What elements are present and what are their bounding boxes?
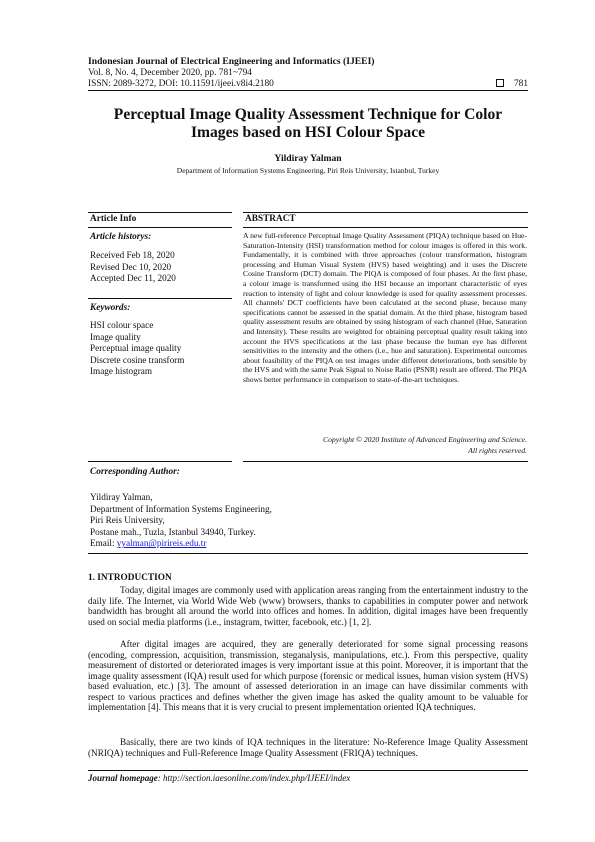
corresponding-email-line xyxy=(90,538,272,550)
author-affiliation: Department of Information Systems Engineering, Piri Reis University, Istanbul, Turkey xyxy=(176,166,440,175)
keyword-item: Perceptual image quality xyxy=(90,343,182,354)
keyword-item: HSI colour space xyxy=(90,320,154,330)
article-info-top-rule xyxy=(88,212,232,213)
keywords-heading: Keywords: xyxy=(90,303,131,313)
corresponding-dept: Department of Information Systems Engineering, xyxy=(90,503,272,514)
accepted-date: Accepted Dec 11, 2020 xyxy=(90,273,176,284)
keyword-item: Discrete cosine transform xyxy=(90,354,185,365)
header-rule xyxy=(88,90,528,91)
page-number: 781 xyxy=(513,79,528,89)
article-info-mid-rule xyxy=(88,227,232,228)
paper-title xyxy=(88,106,528,141)
corresponding-block xyxy=(90,492,272,550)
history-rule xyxy=(88,298,232,299)
corresponding-address: Postane mah., Tuzla, Istanbul 34940, Turkey. xyxy=(90,526,256,537)
article-histories-heading: Article historys: xyxy=(90,232,152,242)
article-info-bottom-rule xyxy=(88,461,232,462)
received-date: Received Feb 18, 2020 xyxy=(90,250,175,260)
intro-paragraph-2: After digital images are acquired, they are generally deteriorated for some signal processing reasons (encoding, compression, acquisition, transmission, steganalysis, manipulations, etc.). From this perspective, quality measurement of distorted or deteriorated images is very important issue at this point. Moreover, it is important that the image quality assessment (IQA) result used for which purpose (forensic or medical issues, human vision system (HVS) based evaluation, etc.) [3]. The amount of assessed deterioration in an image can have dissimilar comments with respect to various practices and defines whether the given image has asked the quality amount to be valuable for implementation [4]. This means that it is very crucial to present implementation oriented IQA techniques. xyxy=(88,639,528,713)
corresponding-univ: Piri Reis University, xyxy=(90,515,165,526)
square-icon xyxy=(496,79,504,87)
email-label: Email: xyxy=(90,538,115,549)
journal-volume: Vol. 8, No. 4, December 2020, pp. 781~794 xyxy=(88,67,252,78)
copyright-line: Copyright © 2020 Institute of Advanced Engineering and Science. xyxy=(322,435,527,444)
footer-rule xyxy=(88,770,528,771)
author-name: Yildiray Yalman xyxy=(274,153,342,164)
homepage-url[interactable]: : http://section.iaesonline.com/index.php/IJEEI/index xyxy=(157,773,351,783)
rights-line: All rights reserved. xyxy=(468,446,527,455)
section-heading-introduction: 1. INTRODUCTION xyxy=(88,573,172,583)
title-line-1: Perceptual Image Quality Assessment Technique for Color xyxy=(113,106,503,123)
journal-header xyxy=(88,57,528,89)
keyword-item: Image histogram xyxy=(90,366,152,377)
corresponding-heading: Corresponding Author: xyxy=(90,467,180,477)
revised-date: Revised Dec 10, 2020 xyxy=(90,261,172,272)
abstract-bottom-rule xyxy=(243,461,528,462)
journal-issn: ISSN: 2089-3272, DOI: 10.11591/ijeei.v8i4.2180 xyxy=(88,78,274,89)
article-info-heading: Article Info xyxy=(90,214,137,224)
keyword-item: Image quality xyxy=(90,331,141,342)
homepage-label: Journal homepage xyxy=(88,773,158,783)
title-line-2: Images based on HSI Colour Space xyxy=(190,123,426,141)
journal-name: Indonesian Journal of Electrical Engineering and Informatics (IJEEI) xyxy=(88,56,375,67)
intro-paragraph-3: Basically, there are two kinds of IQA techniques in the literature: No-Reference Image Quality Assessment (NRIQA) techniques and Full-Reference Image Quality Assessment (FRIQA) techniques. xyxy=(88,737,528,758)
abstract-top-rule xyxy=(243,212,528,213)
corresponding-rule xyxy=(88,553,528,554)
abstract-text: A new full-reference Perceptual Image Quality Assessment (PIQA) technique based on Hue-Saturation-Intensity (HSI) transformation method for colour images is offered in this work. Fundamentally, it is combined with three approaches (colour transformation, histogram processing and Human Visual System (HVS) based weighting) and it uses the Discrete Cosine Transform (DCT) domain. The PIQA is composed of four phases. At the first phase, a colour image is transformed using the HSI because an important characteristic of eyes reaction to intensity of light and colour knowledge is used for quality assessment processes. All channels' DCT coefficients have been calculated at the second phase, because many specifications cannot be assessed in the spatial domain. At the third phase, histogram based quality assessment results are obtained by using histogram of each channel (Hue, Saturation and Intensity). These results are weighted for obtaining perceptual quality result taking into account the HVS specifications at the last phase because the human eye has different sensitivities to the intensity and the others (i.e., hue and saturation). Experimental outcomes about feasibility of the PIQA on test images under different deteriorations, both sensible by the HVS and with the same Peak Signal to Noise Ratio (PSNR) result are offered. The PIQA shows better performance in comparison to state-of-the-art techniques. xyxy=(243,231,527,384)
keywords-list xyxy=(90,320,184,378)
intro-paragraph-1: Today, digital images are commonly used with application areas ranging from the entertainment industry to the daily life. The Internet, via World Wide Web (www) browsers, thanks to capabilities in computer power and network bandwidth has brought all around the world into offices and homes. In addition, digital images have been frequently used on social media platforms (i.e., instagram, twitter, facebook, etc.) [1, 2]. xyxy=(88,585,528,627)
abstract-heading: ABSTRACT xyxy=(245,214,296,224)
corresponding-name: Yildiray Yalman, xyxy=(90,492,153,502)
journal-homepage xyxy=(88,773,350,783)
email-link[interactable]: yyalman@pirireis.edu.tr xyxy=(116,538,207,549)
article-history-list xyxy=(90,250,176,285)
abstract-mid-rule xyxy=(243,227,528,228)
